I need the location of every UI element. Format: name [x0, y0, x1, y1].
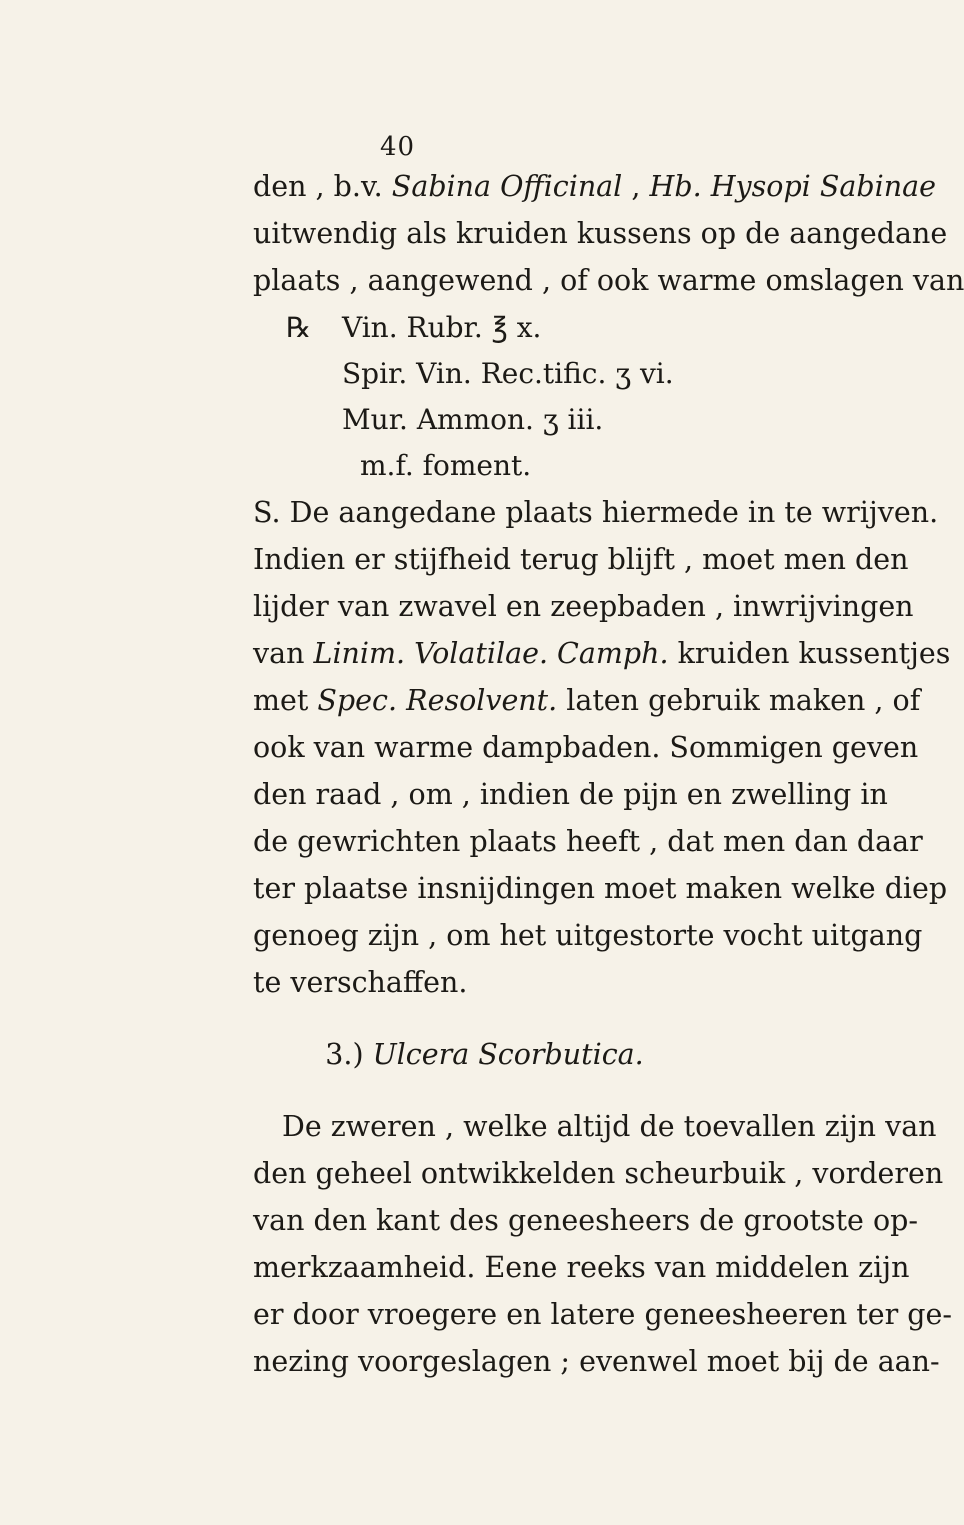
italic-term: Sabina Officinal — [391, 170, 623, 203]
italic-term: Spec. Resolvent. — [317, 684, 558, 717]
text-line-20: nezing voorgeslagen ; evenwel moet bij de aan- — [253, 1345, 940, 1378]
text-line-15: De zweren , welke altijd de toevallen zijn van — [282, 1110, 937, 1143]
text-line-12: ter plaatse insnijdingen moet maken welke diep — [253, 872, 948, 905]
formula-line-1: Vin. Rubr. ℥ x. — [342, 311, 542, 344]
text-line-9: ook van warme dampbaden. Sommigen geven — [253, 731, 919, 764]
section-title: Ulcera Scorbutica. — [372, 1038, 644, 1071]
text-line-11: de gewrichten plaats heeft , dat men dan daar — [253, 825, 923, 858]
text-line-1: den , b.v. Sabina Officinal , Hb. Hysopi Sabinae — [253, 170, 936, 203]
formula-line-4: m.f. foment. — [360, 449, 532, 482]
text-line-17: van den kant des geneesheers de grootste op- — [253, 1204, 919, 1237]
italic-term: Linim. Volatilae. Camph. — [313, 637, 669, 670]
text-line-10: den raad , om , indien de pijn en zwelling in — [253, 778, 888, 811]
text-line-18: merkzaamheid. Eene reeks van middelen zijn — [253, 1251, 910, 1284]
text-line-13: genoeg zijn , om het uitgestorte vocht uitgang — [253, 919, 923, 952]
text-line-7: van Linim. Volatilae. Camph. kruiden kussentjes — [253, 637, 951, 670]
text-line-4: S. De aangedane plaats hiermede in te wrijven. — [253, 496, 939, 529]
recipe-symbol: ℞ — [286, 311, 312, 344]
text-line-8: met Spec. Resolvent. laten gebruik maken , of — [253, 684, 921, 717]
formula-line-3: Mur. Ammon. ʒ iii. — [342, 403, 604, 436]
text-line-14: te verschaffen. — [253, 966, 468, 999]
text-line-2: uitwendig als kruiden kussens op de aangedane — [253, 217, 948, 250]
section-heading: 3.) Ulcera Scorbutica. — [325, 1038, 644, 1071]
text-line-5: Indien er stijfheid terug blijft , moet men den — [253, 543, 909, 576]
text-line-3: plaats , aangewend , of ook warme omslagen van — [253, 264, 964, 297]
page-number: 40 — [380, 132, 416, 162]
text-line-6: lijder van zwavel en zeepbaden , inwrijvingen — [253, 590, 914, 623]
italic-term: Hb. Hysopi Sabinae — [649, 170, 936, 203]
formula-line-2: Spir. Vin. Rec.tific. ʒ vi. — [342, 357, 674, 390]
text-line-16: den geheel ontwikkelden scheurbuik , vorderen — [253, 1157, 944, 1190]
text-line-19: er door vroegere en latere geneesheeren ter ge- — [253, 1298, 953, 1331]
